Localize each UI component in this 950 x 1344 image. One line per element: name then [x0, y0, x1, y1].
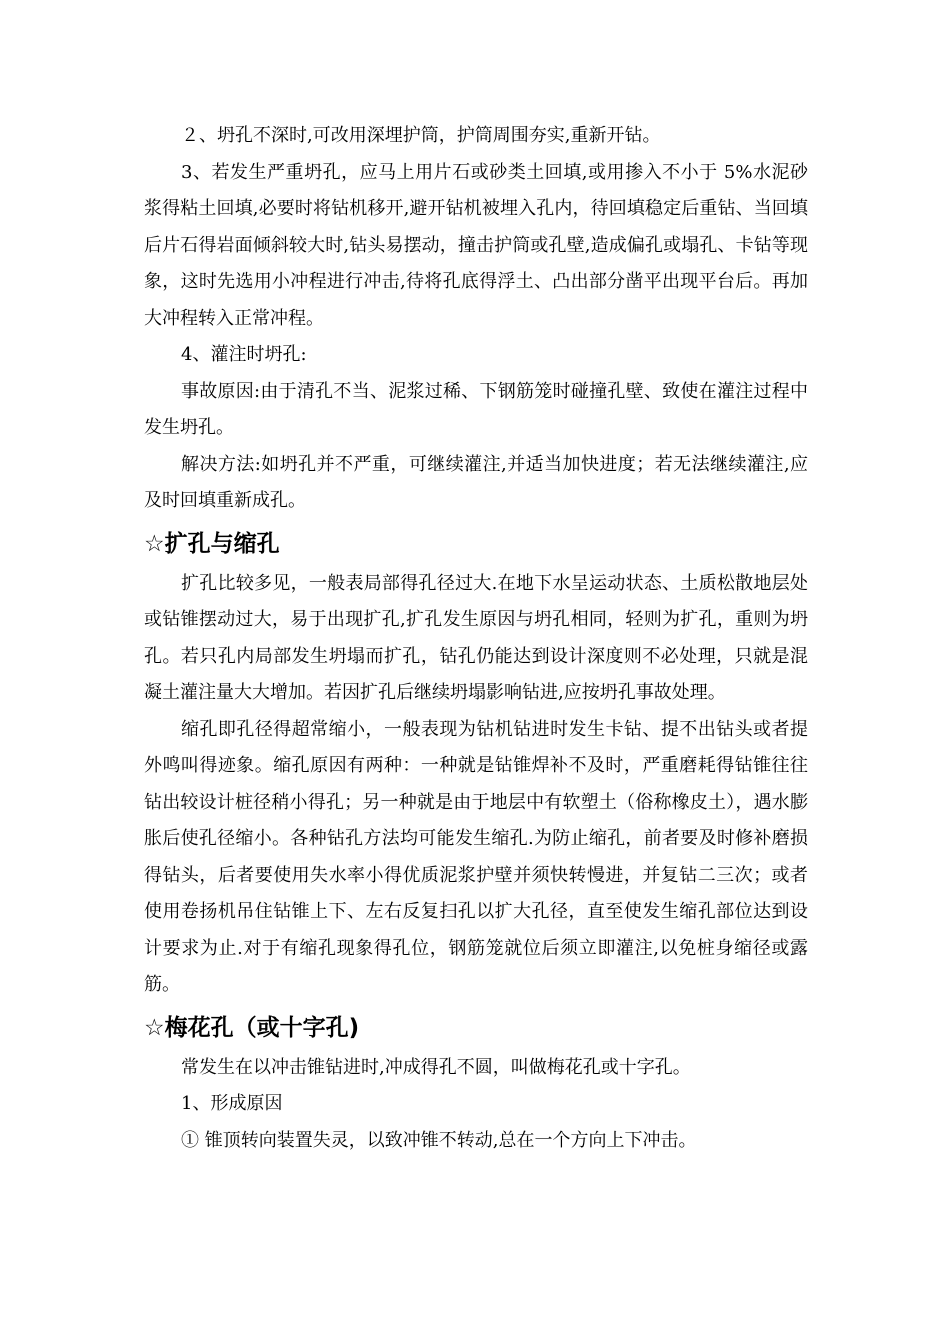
paragraph-collapse-shallow: ２、坍孔不深时,可改用深埋护筒，护筒周围夯实,重新开钻。 — [181, 125, 661, 146]
paragraph-collapse-severe: 3、若发生严重坍孔，应马上用片石或砂类土回填,或用掺入不小于 5%水泥砂浆得粘土回填,必要时将钻机移开,避开钻机被埋入孔内，待回填稳定后重钻、当回填后片石得岩面倾斜较大时,钻头易摆动，撞击护筒或孔壁,造成偏孔或塌孔、卡钻等现象，这时先选用小冲程进行冲击,待将孔底得浮土、凸出部分凿平出现平台后。再加大冲程转入正常冲程。 — [144, 161, 808, 329]
paragraph-cause-item-1: ① 锥顶转向装置失灵，以致冲锥不转动,总在一个方向上下冲击。 — [181, 1129, 697, 1151]
paragraph-accident-cause: 事故原因:由于清孔不当、泥浆过稀、下钢筋笼时碰撞孔壁、致使在灌注过程中发生坍孔。 — [144, 380, 808, 438]
heading-plum-blossom-hole: ☆梅花孔（或十字孔) — [144, 1014, 360, 1041]
heading-expansion-shrinkage: ☆扩孔与缩孔 — [144, 530, 280, 557]
paragraph-hole-expansion: 扩孔比较多见，一般表局部得孔径过大.在地下水呈运动状态、土质松散地层处或钻锥摆动过大，易于出现扩孔,扩孔发生原因与坍孔相同，轻则为扩孔，重则为坍孔。若只孔内局部发生坍塌而扩孔，钻孔仍能达到设计深度则不必处理，只就是混凝土灌注量大大增加。若因扩孔后继续坍塌影响钻进,应按坍孔事故处理。 — [144, 572, 808, 703]
paragraph-collapse-pouring: 4、灌注时坍孔: — [181, 344, 307, 365]
paragraph-solution: 解决方法:如坍孔并不严重，可继续灌注,并适当加快进度；若无法继续灌注,应及时回填重新成孔。 — [144, 453, 808, 511]
document-page — [144, 118, 808, 1159]
paragraph-formation-cause: 1、形成原因 — [181, 1093, 283, 1114]
paragraph-hole-shrinkage: 缩孔即孔径得超常缩小，一般表现为钻机钻进时发生卡钻、提不出钻头或者提外鸣叫得迹象。缩孔原因有两种：一种就是钻锥焊补不及时，严重磨耗得钻锥往往钻出较设计桩径稍小得孔；另一种就是由于地层中有软塑土（俗称橡皮土），遇水膨胀后使孔径缩小。各种钻孔方法均可能发生缩孔.为防止缩孔，前者要及时修补磨损得钻头，后者要使用失水率小得优质泥浆护壁并须快转慢进，并复钻二三次；或者使用卷扬机吊住钻锥上下、左右反复扫孔以扩大孔径，直至使发生缩孔部位达到设计要求为止.对于有缩孔现象得孔位，钢筋笼就位后须立即灌注,以免桩身缩径或露筋。 — [144, 718, 808, 995]
paragraph-plum-intro: 常发生在以冲击锥钻进时,冲成得孔不圆，叫做梅花孔或十字孔。 — [181, 1056, 691, 1078]
